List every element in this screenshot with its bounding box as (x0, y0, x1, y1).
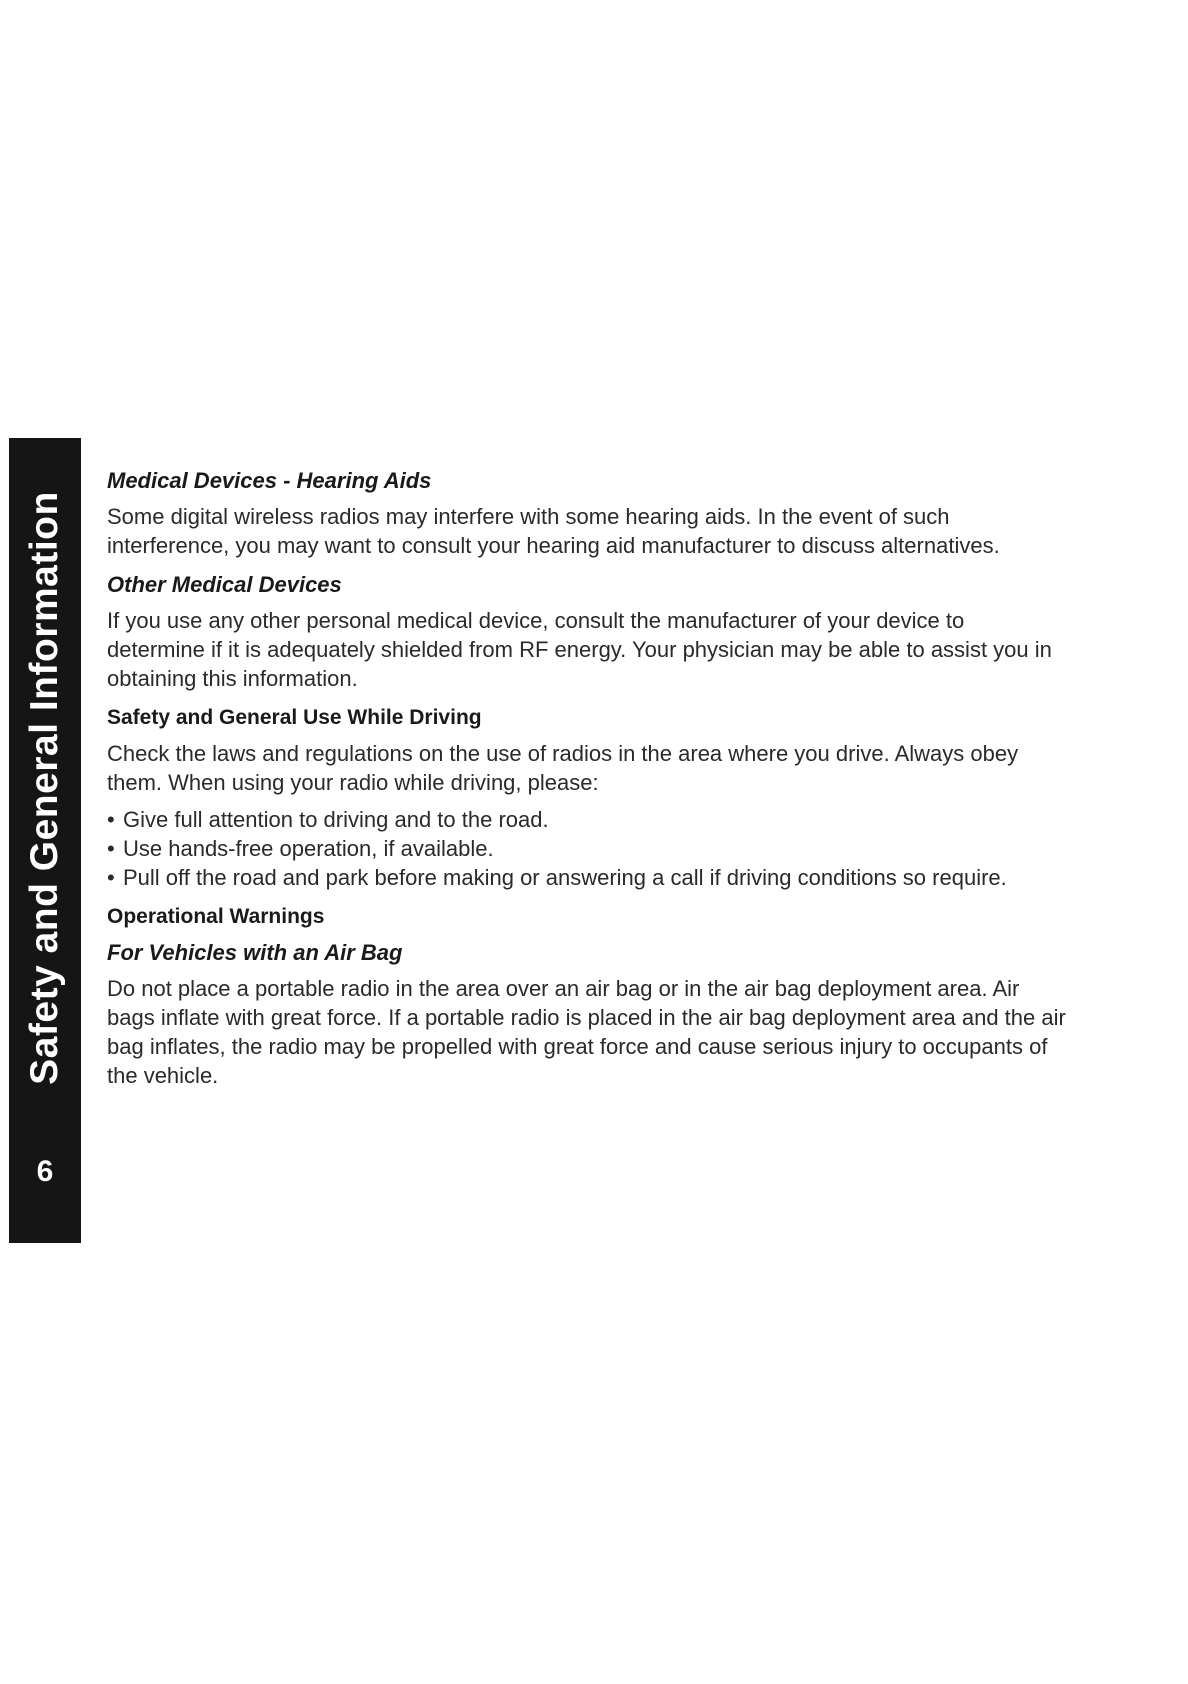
bullet-icon: • (107, 865, 115, 890)
heading-driving: Safety and General Use While Driving (107, 706, 482, 729)
heading-hearing-aids: Medical Devices - Hearing Aids (107, 468, 432, 493)
bullet-icon: • (107, 836, 115, 861)
heading-air-bag: For Vehicles with an Air Bag (107, 940, 403, 965)
paragraph-hearing-aids: Some digital wireless radios may interfere with some hearing aids. In the event of such interference, you may want to consult your hearing aid manufacturer to discuss alternatives. (107, 504, 1000, 558)
list-item (107, 834, 1067, 863)
bullet-icon: • (107, 807, 115, 832)
paragraph-air-bag: Do not place a portable radio in the area over an air bag or in the air bag deployment area. Air bags inflate with great force. If a portable radio is placed in the air bag deployment area and the air bag inflates, the radio may be propelled with great force and cause serious injury to occupants of the vehicle. (107, 976, 1066, 1088)
page-content (107, 466, 1067, 1090)
bullet-text: Pull off the road and park before making or answering a call if driving conditions so require. (123, 865, 1007, 890)
paragraph-other-medical-devices: If you use any other personal medical device, consult the manufacturer of your device to determine if it is adequately shielded from RF energy. Your physician may be able to assist you in obtaining this information. (107, 608, 1052, 691)
list-item (107, 805, 1067, 834)
heading-other-medical-devices: Other Medical Devices (107, 572, 342, 597)
heading-operational-warnings: Operational Warnings (107, 905, 325, 928)
side-tab-section-title: Safety and General Information (23, 491, 66, 1085)
page-number: 6 (36, 1155, 54, 1188)
driving-bullet-list (107, 805, 1067, 892)
bullet-text: Use hands-free operation, if available. (123, 836, 494, 861)
paragraph-driving: Check the laws and regulations on the use of radios in the area where you drive. Always obey them. When using your radio while driving, please: (107, 741, 1019, 795)
section-side-tab (9, 438, 81, 1243)
bullet-text: Give full attention to driving and to the road. (123, 807, 549, 832)
list-item (107, 863, 1067, 892)
